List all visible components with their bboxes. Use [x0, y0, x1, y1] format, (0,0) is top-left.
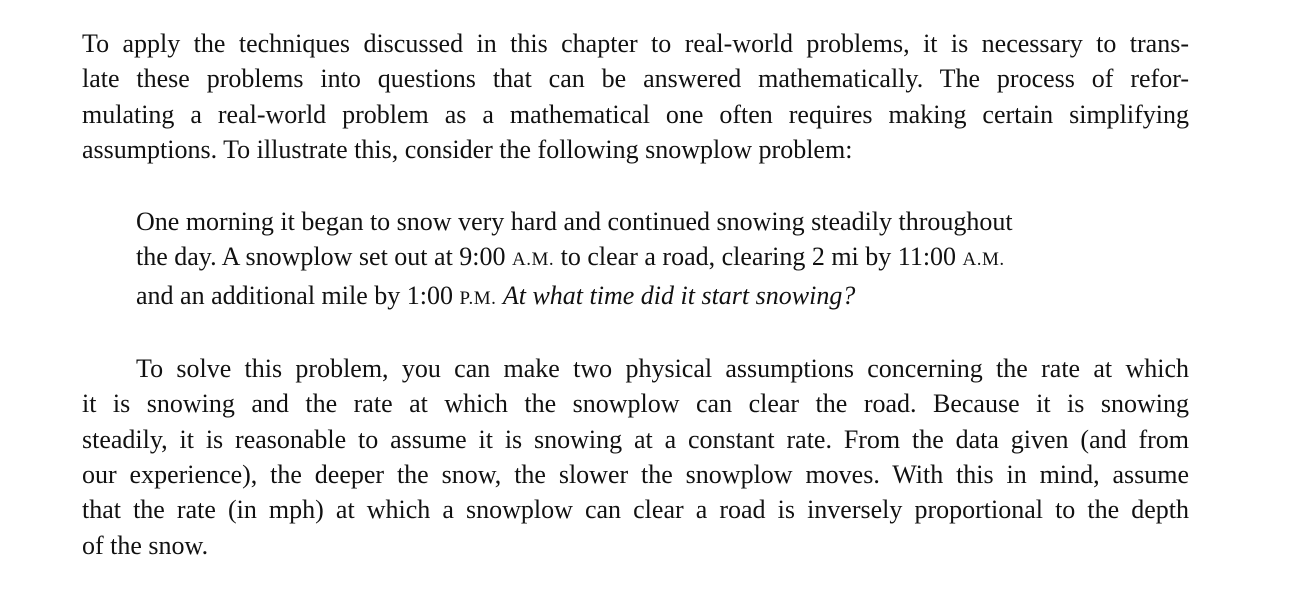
paragraph-line: that the rate (in mph) at which a snowplow can clear a road is inversely proportional to the depth	[82, 495, 1189, 525]
quote-text: to clear a road, clearing 2 mi by 11:00	[554, 242, 963, 272]
time-am-label: A.M.	[512, 249, 555, 271]
snowplow-problem-quote	[82, 204, 1182, 316]
time-am-label: A.M.	[962, 249, 1005, 271]
time-pm-label: P.M.	[459, 287, 497, 309]
paragraph-line: assumptions. To illustrate this, consider the following snowplow problem:	[82, 134, 853, 164]
paragraph-line: steadily, it is reasonable to assume it is snowing at a constant rate. From the data given (and from	[82, 424, 1189, 454]
quote-text: the day. A snowplow set out at 9:00	[136, 242, 513, 272]
intro-paragraph	[82, 26, 1189, 167]
quote-line	[136, 278, 1182, 316]
quote-line	[136, 239, 1182, 277]
paragraph-line: To solve this problem, you can make two physical assumptions concerning the rate at which	[136, 354, 1189, 384]
paragraph-line: of the snow.	[82, 530, 209, 560]
document-page	[82, 26, 1189, 563]
paragraph-line: it is snowing and the rate at which the snowplow can clear the road. Because it is snowing	[82, 389, 1189, 419]
paragraph-line: late these problems into questions that can be answered mathematically. The process of refor-	[82, 64, 1189, 94]
quote-line	[136, 204, 1182, 239]
problem-question: At what time did it start snowing?	[502, 280, 856, 310]
quote-text: One morning it began to snow very hard and continued snowing steadily throughout	[136, 207, 1013, 237]
solution-paragraph	[82, 351, 1189, 563]
paragraph-line: To apply the techniques discussed in this chapter to real-world problems, it is necessary to trans-	[82, 29, 1189, 58]
quote-text: and an additional mile by 1:00	[136, 280, 460, 310]
paragraph-line: mulating a real-world problem as a mathematical one often requires making certain simplifying	[82, 99, 1189, 129]
paragraph-line: our experience), the deeper the snow, the slower the snowplow moves. With this in mind, assume	[82, 459, 1189, 489]
